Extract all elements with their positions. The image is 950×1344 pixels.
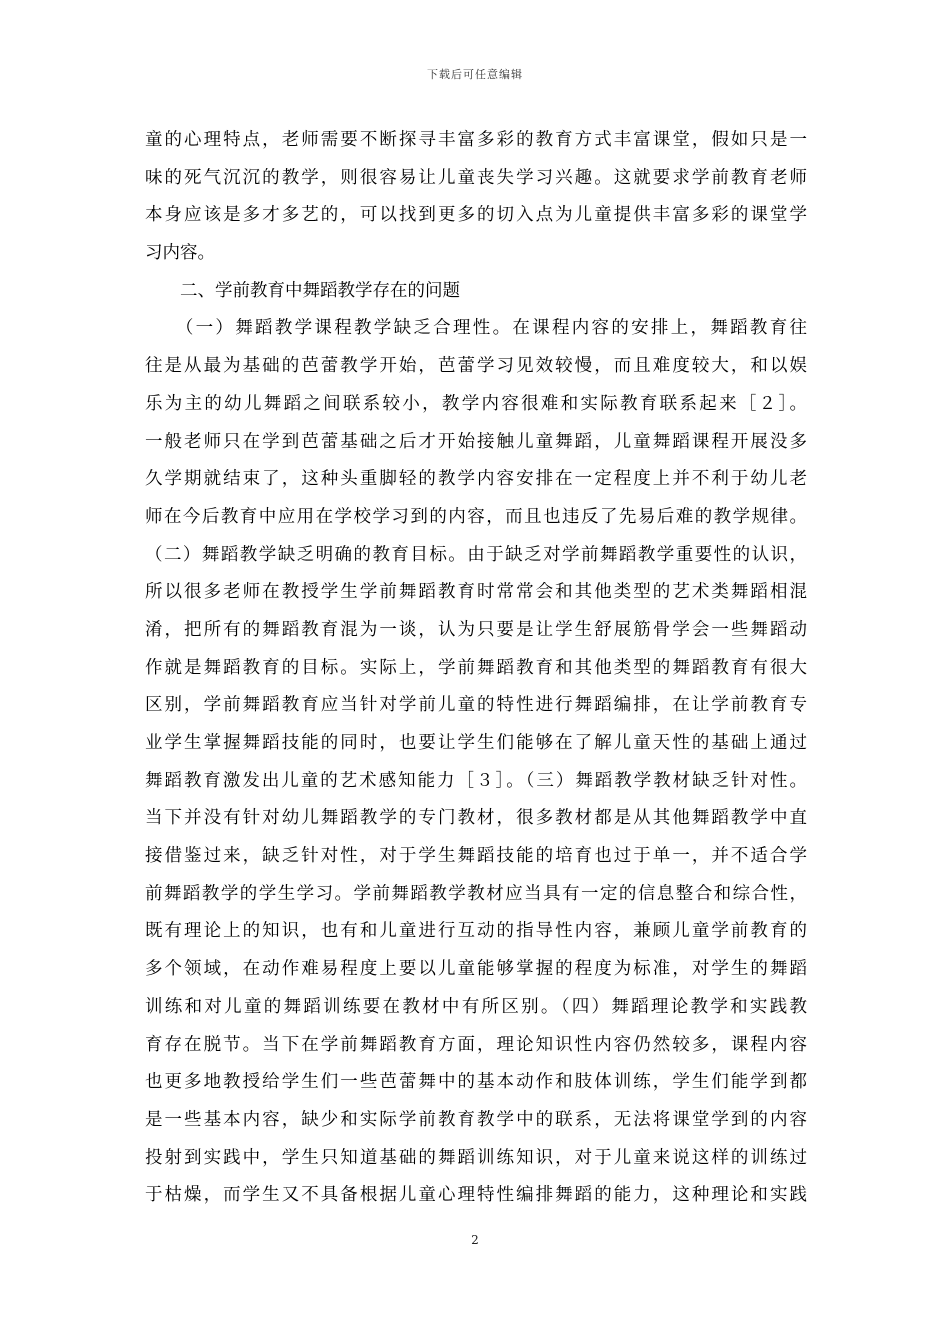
text-line: 于枯燥，而学生又不具备根据儿童心理特性编排舞蹈的能力，这种理论和实践 [145,1185,807,1206]
text-line: 业学生掌握舞蹈技能的同时，也要让学生们能够在了解儿童天性的基础上通过 [145,733,807,753]
text-line: 味的死气沉沉的教学，则很容易让儿童丧失学习兴趣。这就要求学前教育老师 [145,167,807,188]
section-heading: 二、学前教育中舞蹈教学存在的问题 [145,280,460,301]
page-header: 下载后可任意编辑 [427,68,523,81]
text-line: （一）舞蹈教学课程教学缺乏合理性。在课程内容的安排上，舞蹈教育往 [145,318,807,339]
text-line: 习内容。 [145,243,215,264]
text-line: 投射到实践中，学生只知道基础的舞蹈训练知识，对于儿童来说这样的训练过 [145,1147,807,1168]
text-line: 一般老师只在学到芭蕾基础之后才开始接触儿童舞蹈，儿童舞蹈课程开展没多 [145,431,807,452]
text-line: 训练和对儿童的舞蹈训练要在教材中有所区别。（四）舞蹈理论教学和实践教 [145,996,807,1017]
text-line: 区别，学前舞蹈教育应当针对学前儿童的特性进行舞蹈编排，在让学前教育专 [145,695,807,716]
text-line: 舞蹈教育激发出儿童的艺术感知能力［３］。（三）舞蹈教学教材缺乏针对性。 [145,770,807,791]
text-line: 育存在脱节。当下在学前舞蹈教育方面，理论知识性内容仍然较多，课程内容 [145,1034,807,1055]
text-line: （二）舞蹈教学缺乏明确的教育目标。由于缺乏对学前舞蹈教学重要性的认识， [145,544,807,565]
text-line: 淆，把所有的舞蹈教育混为一谈，认为只要是让学生舒展筋骨学会一些舞蹈动 [145,619,807,640]
text-line: 往是从最为基础的芭蕾教学开始，芭蕾学习见效较慢，而且难度较大，和以娱 [145,356,807,377]
text-line: 也更多地教授给学生们一些芭蕾舞中的基本动作和肢体训练，学生们能学到都 [145,1072,807,1093]
text-line: 乐为主的幼儿舞蹈之间联系较小，教学内容很难和实际教育联系起来［２］。 [145,393,807,414]
text-line: 童的心理特点，老师需要不断探寻丰富多彩的教育方式丰富课堂，假如只是一 [145,130,807,150]
text-line: 接借鉴过来，缺乏针对性，对于学生舞蹈技能的培育也过于单一，并不适合学 [145,846,807,867]
page-number: 2 [471,1233,479,1247]
text-line: 久学期就结束了，这种头重脚轻的教学内容安排在一定程度上并不利于幼儿老 [145,469,807,490]
text-line: 作就是舞蹈教育的目标。实际上，学前舞蹈教育和其他类型的舞蹈教育有很大 [145,657,807,678]
text-line: 师在今后教育中应用在学校学习到的内容，而且也违反了先易后难的教学规律。 [145,506,807,527]
text-line: 当下并没有针对幼儿舞蹈教学的专门教材，很多教材都是从其他舞蹈教学中直 [145,808,807,829]
document-body [145,122,807,1215]
text-line: 多个领域，在动作难易程度上要以儿童能够掌握的程度为标准，对学生的舞蹈 [145,959,807,980]
text-line: 是一些基本内容，缺少和实际学前教育教学中的联系，无法将课堂学到的内容 [145,1109,807,1130]
text-line: 既有理论上的知识，也有和儿童进行互动的指导性内容，兼顾儿童学前教育的 [145,921,807,942]
text-line: 本身应该是多才多艺的，可以找到更多的切入点为儿童提供丰富多彩的课堂学 [145,205,807,226]
text-line: 所以很多老师在教授学生学前舞蹈教育时常常会和其他类型的艺术类舞蹈相混 [145,582,807,603]
text-line: 前舞蹈教学的学生学习。学前舞蹈教学教材应当具有一定的信息整合和综合性， [145,883,807,904]
